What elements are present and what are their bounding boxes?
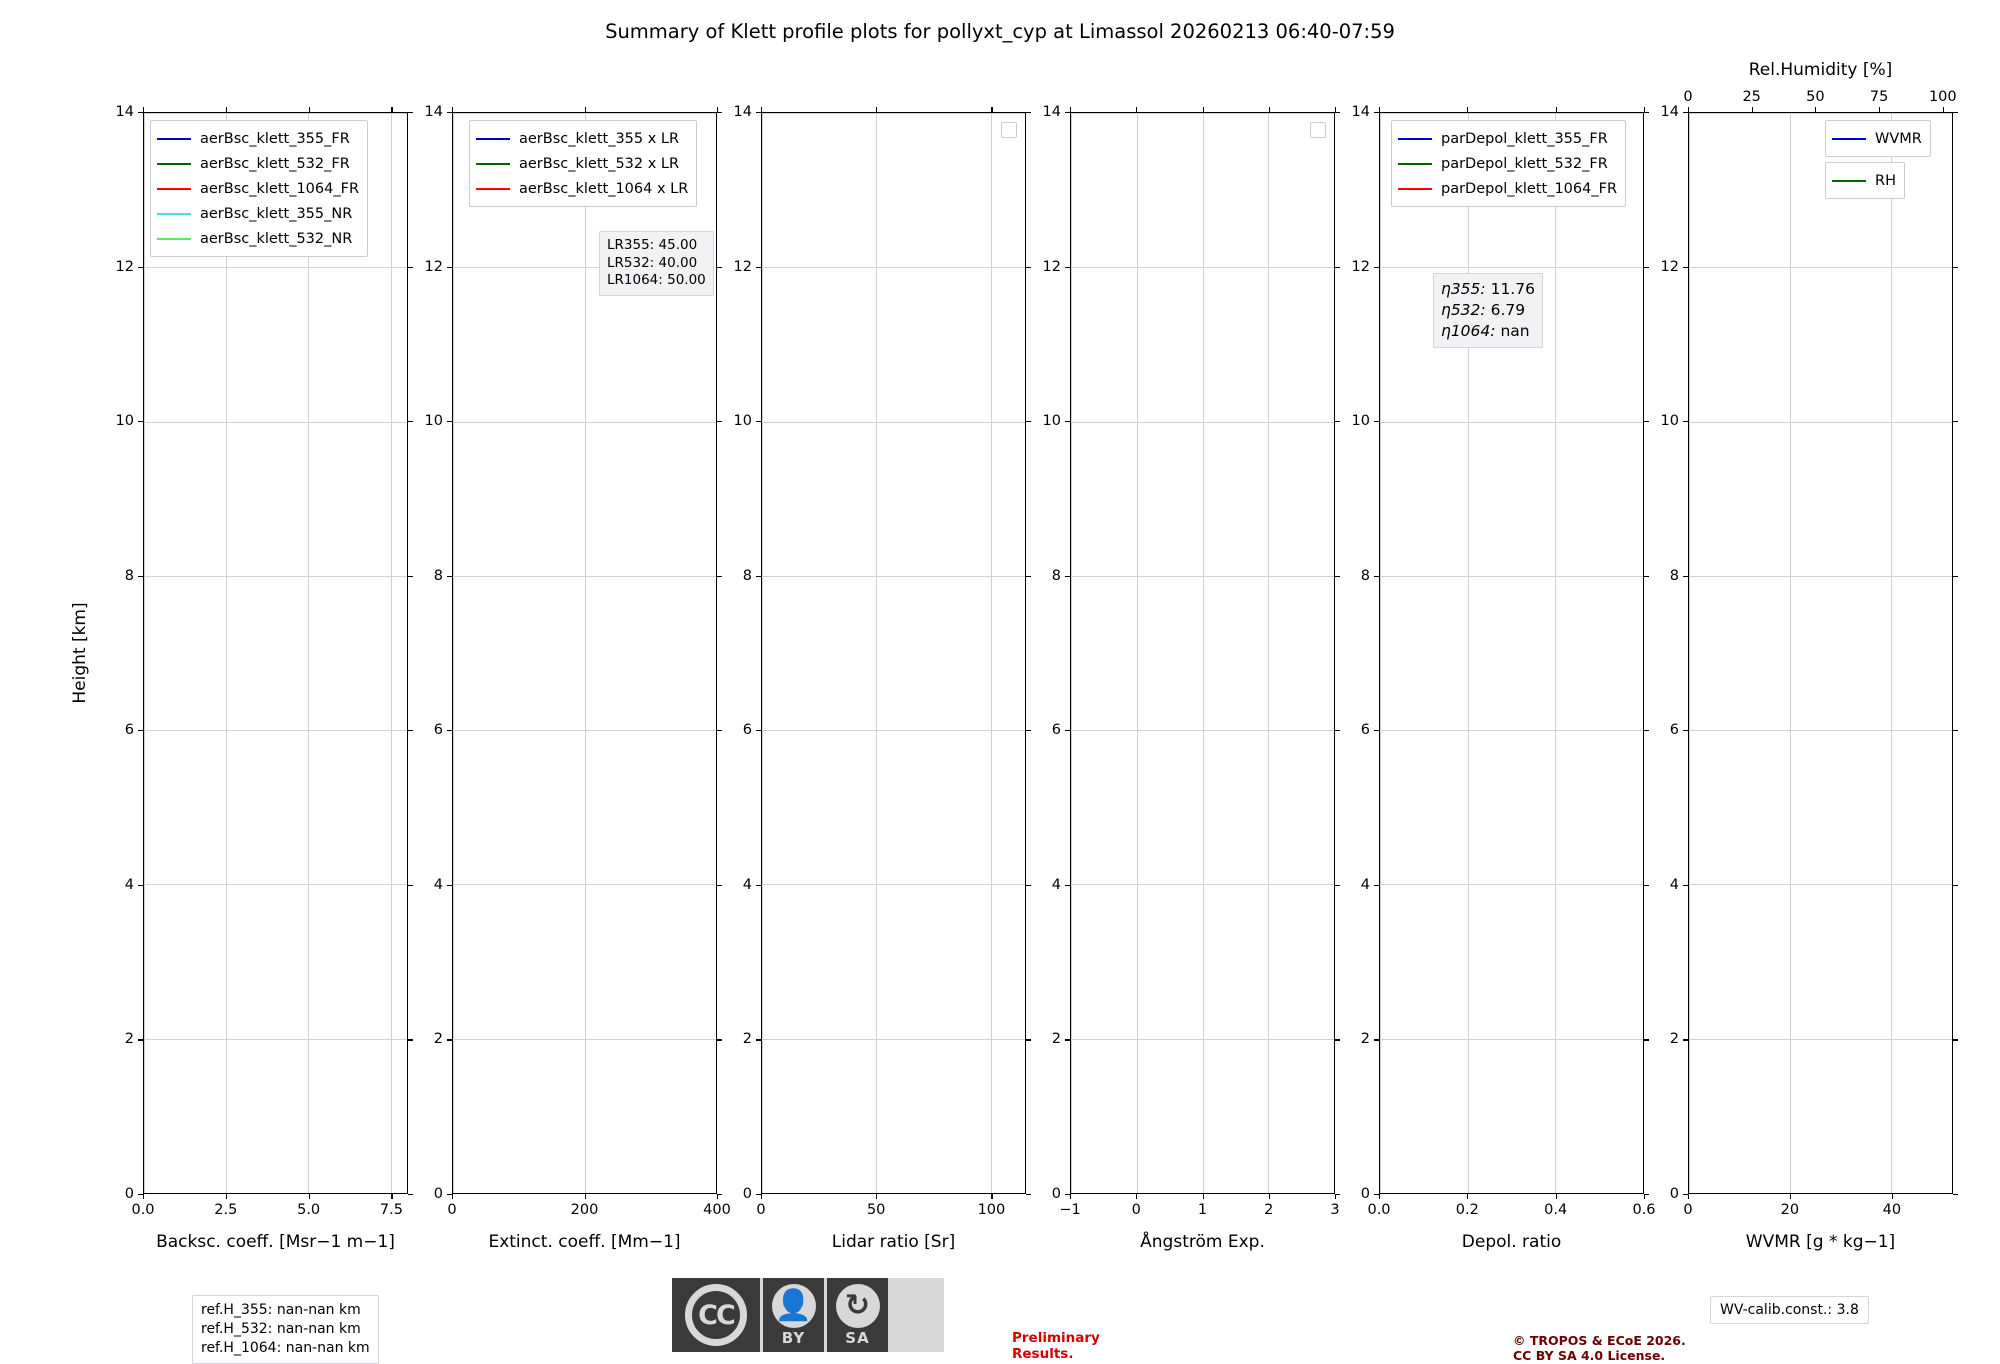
y-tick-label: 8 — [1051, 567, 1061, 584]
legend-swatch-depol-532 — [1398, 163, 1432, 165]
ref-height-532: ref.H_532: nan-nan km — [201, 1321, 361, 1337]
legend-item[interactable] — [1398, 176, 1617, 201]
panel-backscatter-coeff — [115, 104, 408, 1252]
legend-swatch-532 — [476, 163, 510, 165]
y-tick-label: 12 — [1660, 258, 1679, 275]
x-axis-title-angstrom: Ångström Exp. — [1140, 1232, 1265, 1252]
y-tick-label: 0 — [433, 1186, 443, 1202]
annotation-line: η1064: nan — [1441, 322, 1530, 340]
y-tick-label: 2 — [742, 1031, 752, 1048]
y-tick-label: 8 — [124, 567, 134, 584]
panel-lidar-ratio — [733, 104, 1026, 1252]
copyright-note — [1513, 1333, 1686, 1363]
legend-item[interactable] — [157, 151, 359, 176]
y-tick-label: 10 — [1660, 413, 1679, 430]
legend-depol[interactable] — [1391, 120, 1626, 207]
y-tick-label: 4 — [433, 876, 443, 893]
legend-swatch-rh — [1832, 180, 1866, 182]
legend-swatch-1064-fr — [157, 188, 191, 190]
y-tick-label: 4 — [124, 876, 134, 893]
panel-extinction-coeff — [424, 104, 731, 1252]
y-tick-label: 14 — [1660, 104, 1679, 120]
legend-swatch-355-fr — [157, 138, 191, 140]
legend-swatch-wvmr — [1832, 138, 1866, 140]
x-tick-label-top: 0 — [1683, 89, 1693, 105]
x-tick-label: 3 — [1330, 1202, 1340, 1218]
legend-angstrom[interactable] — [1310, 122, 1326, 138]
y-tick-label: 12 — [1042, 258, 1061, 275]
x-tick-label: 5.0 — [297, 1202, 321, 1218]
legend-item[interactable] — [1832, 168, 1896, 193]
legend-label: aerBsc_klett_355 x LR — [519, 130, 680, 147]
legend-swatch-532-nr — [157, 238, 191, 240]
x-tick-label: 400 — [703, 1202, 731, 1218]
legend-swatch-depol-355 — [1398, 138, 1432, 140]
plot-area-wvmr — [1688, 112, 1953, 1194]
y-tick-label: 6 — [1360, 722, 1370, 739]
y-tick-label: 6 — [1669, 722, 1679, 739]
legend-item[interactable] — [1398, 151, 1617, 176]
x-tick-label-top: 50 — [1806, 89, 1825, 105]
x-tick-label: 2 — [1264, 1202, 1274, 1218]
legend-label: aerBsc_klett_1064 x LR — [519, 180, 689, 197]
legend-item[interactable] — [476, 176, 688, 201]
y-tick-label: 12 — [1351, 258, 1370, 275]
legend-label: parDepol_klett_355_FR — [1441, 130, 1608, 147]
legend-label: RH — [1875, 172, 1896, 189]
y-tick-label: 10 — [115, 413, 134, 430]
legend-label: aerBsc_klett_355_FR — [200, 130, 350, 147]
cc-by-icon: 👤 BY — [763, 1278, 824, 1352]
reference-heights-box — [192, 1295, 379, 1364]
x-tick-label: 20 — [1780, 1202, 1800, 1218]
cc-logo-icon: CC — [672, 1278, 760, 1352]
legend-label: parDepol_klett_532_FR — [1441, 155, 1608, 172]
y-axis-title: Height [km] — [70, 602, 90, 704]
x-tick-label: 0.2 — [1455, 1202, 1479, 1218]
y-tick-label: 12 — [733, 258, 752, 275]
x-axis-title-depol: Depol. ratio — [1461, 1232, 1562, 1252]
y-tick-label: 10 — [424, 413, 443, 430]
x-tick-label: 50 — [866, 1202, 886, 1218]
plot-area-angstrom — [1070, 112, 1335, 1194]
legend-item[interactable] — [476, 151, 688, 176]
legend-item[interactable] — [157, 126, 359, 151]
y-tick-label: 2 — [124, 1031, 134, 1048]
legend-wvmr[interactable] — [1825, 120, 1931, 157]
copyright-line-1: © TROPOS & ECoE 2026. — [1513, 1333, 1686, 1348]
plot-area-lidar-ratio — [761, 112, 1026, 1194]
x-axis-title-extinction: Extinct. coeff. [Mm−1] — [488, 1232, 681, 1252]
legend-swatch-depol-1064 — [1398, 188, 1432, 190]
annotation-line: LR355: 45.00 — [607, 237, 698, 253]
panel-angstrom-exponent — [1042, 104, 1340, 1252]
x-tick-label: 0.0 — [131, 1202, 155, 1218]
x-tick-label: −1 — [1059, 1202, 1081, 1218]
y-tick-label: 6 — [433, 722, 443, 739]
figure-title: Summary of Klett profile plots for pollyxt_cyp at Limassol 20260213 06:40-07:59 — [605, 20, 1395, 43]
x-tick-label: 0 — [1131, 1202, 1141, 1218]
y-tick-label: 0 — [124, 1186, 134, 1202]
y-tick-label: 10 — [1351, 413, 1370, 430]
plot-area-backscatter — [143, 112, 408, 1194]
x-axis-title-rh: Rel.Humidity [%] — [1748, 60, 1893, 80]
legend-label: parDepol_klett_1064_FR — [1441, 180, 1618, 197]
wv-calib-const-box: WV-calib.const.: 3.8 — [1710, 1296, 1869, 1324]
preliminary-results-note — [1012, 1330, 1100, 1362]
legend-swatch-1064 — [476, 188, 510, 190]
y-tick-label: 14 — [115, 104, 134, 120]
y-tick-label: 4 — [1669, 876, 1679, 893]
annotation-line: η532: 6.79 — [1441, 301, 1526, 319]
y-tick-label: 2 — [433, 1031, 443, 1048]
legend-label: aerBsc_klett_355_NR — [200, 205, 353, 222]
y-tick-label: 0 — [1669, 1186, 1679, 1202]
legend-item[interactable] — [157, 201, 359, 226]
x-tick-label: 40 — [1882, 1202, 1902, 1218]
legend-item[interactable] — [157, 226, 359, 251]
x-tick-label-top: 25 — [1742, 89, 1761, 105]
y-tick-label: 6 — [742, 722, 752, 739]
annotation-lidar-ratios — [599, 231, 714, 296]
annotation-line: η355: 11.76 — [1441, 280, 1535, 298]
y-tick-label: 0 — [742, 1186, 752, 1202]
legend-item[interactable] — [157, 176, 359, 201]
annotation-line: LR532: 40.00 — [607, 254, 698, 271]
legend-swatch-355-nr — [157, 213, 191, 215]
ref-height-1064: ref.H_1064: nan-nan km — [201, 1340, 370, 1356]
y-tick-label: 8 — [1360, 567, 1370, 584]
y-tick-label: 12 — [424, 258, 443, 275]
x-tick-label: 0.4 — [1544, 1202, 1568, 1218]
y-tick-label: 8 — [433, 567, 443, 584]
x-tick-label: 2.5 — [214, 1202, 238, 1218]
y-tick-label: 14 — [1351, 104, 1370, 120]
panel-wvmr-rh — [1660, 60, 1957, 1252]
y-tick-label: 12 — [115, 258, 134, 275]
y-tick-label: 10 — [733, 413, 752, 430]
y-tick-label: 8 — [742, 567, 752, 584]
y-tick-label: 2 — [1669, 1031, 1679, 1048]
legend-label: aerBsc_klett_532 x LR — [519, 155, 680, 172]
x-tick-label-top: 75 — [1869, 89, 1889, 105]
x-axis-title-lidar-ratio: Lidar ratio [Sr] — [831, 1232, 956, 1252]
legend-item[interactable] — [476, 126, 688, 151]
x-tick-label: 0 — [1683, 1202, 1693, 1218]
legend-swatch-532-fr — [157, 163, 191, 165]
legend-label: aerBsc_klett_532_NR — [200, 230, 353, 247]
y-tick-label: 8 — [1669, 567, 1679, 584]
preliminary-line-2: Results. — [1012, 1346, 1074, 1362]
x-tick-label: 100 — [977, 1202, 1006, 1218]
legend-label: aerBsc_klett_1064_FR — [200, 180, 360, 197]
preliminary-line-1: Preliminary — [1012, 1330, 1100, 1346]
panel-depol-ratio — [1351, 104, 1656, 1252]
y-tick-label: 14 — [424, 104, 443, 120]
x-tick-label: 0.6 — [1632, 1202, 1656, 1218]
legend-extinction[interactable] — [469, 120, 697, 207]
legend-item[interactable] — [1398, 126, 1617, 151]
y-tick-label: 10 — [1042, 413, 1061, 430]
x-tick-label: 0 — [447, 1202, 457, 1218]
y-tick-label: 4 — [742, 876, 752, 893]
y-tick-label: 14 — [733, 104, 752, 120]
legend-backscatter[interactable] — [150, 120, 368, 257]
annotation-eta-values — [1433, 273, 1543, 348]
ref-height-355: ref.H_355: nan-nan km — [201, 1302, 361, 1318]
x-tick-label-top: 100 — [1928, 89, 1957, 105]
legend-label: WVMR — [1875, 130, 1922, 147]
legend-item[interactable] — [1832, 126, 1922, 151]
x-axis-title-backscatter: Backsc. coeff. [Msr−1 m−1] — [156, 1232, 395, 1252]
y-tick-label: 2 — [1360, 1031, 1370, 1048]
legend-label: aerBsc_klett_532_FR — [200, 155, 350, 172]
legend-lidar-ratio[interactable] — [1001, 122, 1017, 138]
y-tick-label: 2 — [1051, 1031, 1061, 1048]
y-tick-label: 0 — [1051, 1186, 1061, 1202]
cc-sa-icon: ↻ SA — [827, 1278, 888, 1352]
x-tick-label: 7.5 — [379, 1202, 403, 1218]
annotation-line: LR1064: 50.00 — [607, 272, 706, 288]
x-tick-label: 1 — [1197, 1202, 1208, 1218]
y-tick-label: 0 — [1360, 1186, 1370, 1202]
y-tick-label: 6 — [124, 722, 134, 739]
y-tick-label: 14 — [1042, 104, 1061, 120]
y-tick-label: 4 — [1051, 876, 1061, 893]
cc-license-badge[interactable] — [672, 1278, 944, 1352]
copyright-line-2: CC BY SA 4.0 License. — [1513, 1348, 1666, 1363]
legend-rh[interactable] — [1825, 162, 1905, 199]
legend-swatch-355 — [476, 138, 510, 140]
x-tick-label: 0 — [756, 1202, 766, 1218]
x-tick-label: 200 — [570, 1202, 599, 1218]
y-tick-label: 4 — [1360, 876, 1370, 893]
y-tick-label: 6 — [1051, 722, 1061, 739]
x-axis-title-wvmr: WVMR [g * kg−1] — [1745, 1232, 1896, 1252]
x-tick-label: 0.0 — [1367, 1202, 1391, 1218]
